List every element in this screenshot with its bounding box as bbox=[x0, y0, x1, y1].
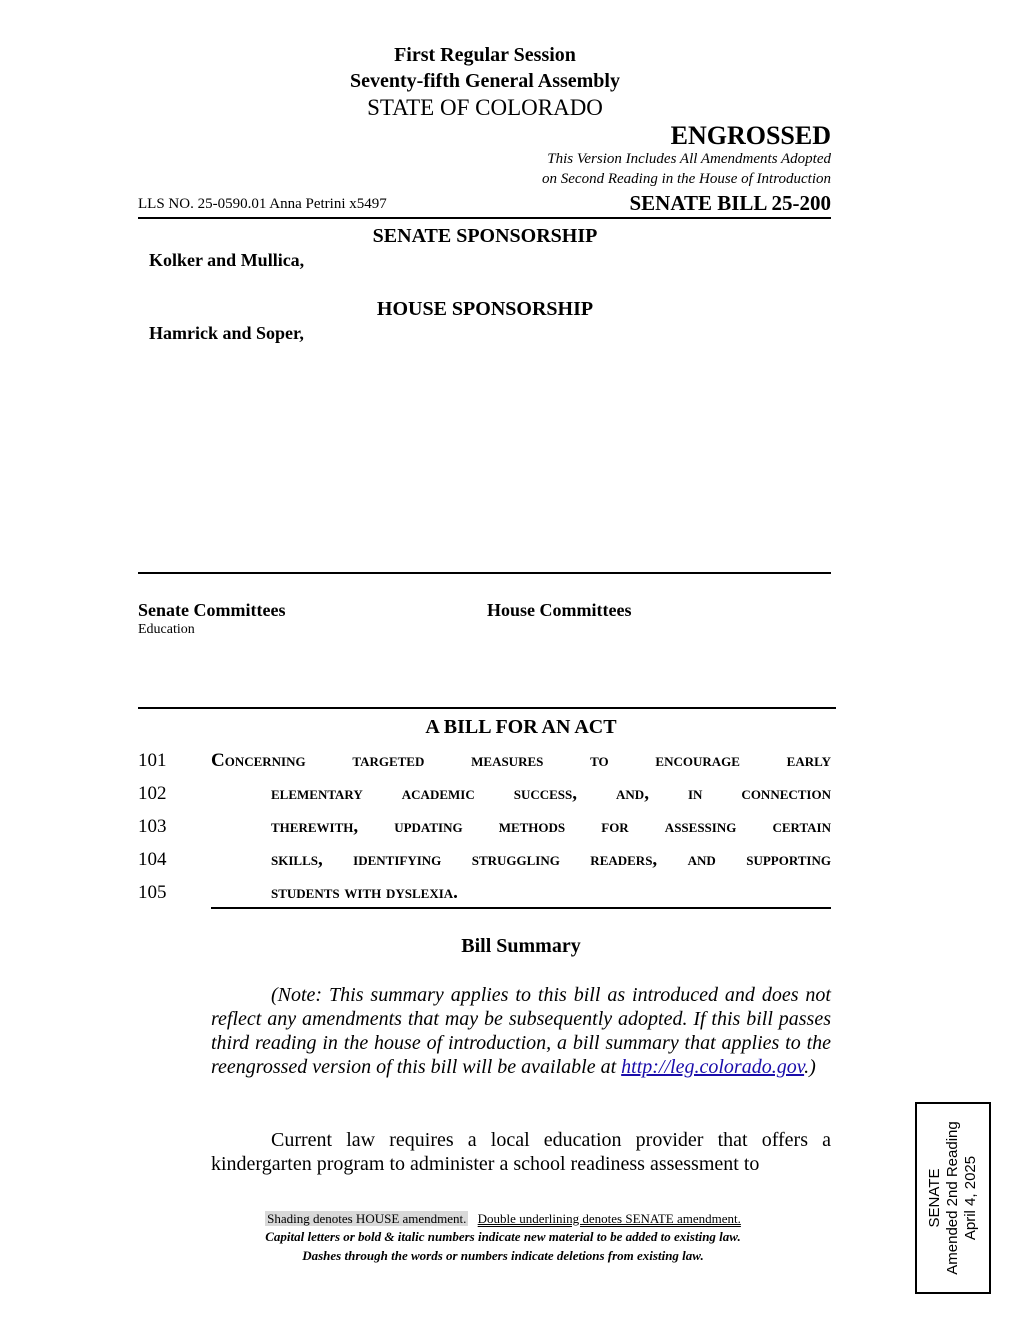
lls-number: LLS NO. 25-0590.01 Anna Petrini x5497 bbox=[138, 196, 387, 212]
house-committees-heading: House Committees bbox=[487, 600, 632, 620]
line-text: elementary academic success, and, in connection bbox=[271, 783, 831, 804]
stamp-line2: Amended 2nd Reading bbox=[944, 1121, 961, 1275]
act-heading: A BILL FOR AN ACT bbox=[425, 716, 617, 738]
assembly-title: Seventy-fifth General Assembly bbox=[350, 70, 620, 92]
amendment-stamp bbox=[915, 1102, 991, 1294]
line-text: students with dyslexia. bbox=[271, 882, 458, 903]
amendment-legend bbox=[0, 1211, 1015, 1227]
bill-line bbox=[0, 783, 1024, 813]
summary-link[interactable]: http://leg.colorado.gov bbox=[621, 1056, 805, 1078]
engrossed-note-line1: This Version Includes All Amendments Adopted bbox=[547, 151, 831, 167]
engrossed-label: ENGROSSED bbox=[670, 121, 831, 150]
line-number: 104 bbox=[138, 849, 167, 870]
capital-letters-note: Capital letters or bold & italic numbers indicate new material to be added to existing law. bbox=[265, 1229, 741, 1244]
house-sponsorship-heading: HOUSE SPONSORSHIP bbox=[376, 298, 594, 320]
summary-note-end: .) bbox=[804, 1056, 816, 1078]
line-number: 105 bbox=[138, 882, 167, 903]
dashes-note: Dashes through the words or numbers indicate deletions from existing law. bbox=[302, 1248, 704, 1263]
stamp-text bbox=[926, 1108, 980, 1288]
line-text: therewith, updating methods for assessing certain bbox=[271, 816, 831, 837]
house-shading-note: Shading denotes HOUSE amendment. bbox=[267, 1211, 467, 1226]
summary-body: Current law requires a local education provider that offers a kindergarten program to administer a school readiness assessment to bbox=[211, 1129, 831, 1175]
line-text: skills, identifying struggling readers, and supporting bbox=[271, 849, 831, 870]
header-rule bbox=[138, 217, 831, 219]
state-title: STATE OF COLORADO bbox=[367, 95, 603, 120]
line-number: 103 bbox=[138, 816, 167, 837]
summary-note-text: (Note: This summary applies to this bill as introduced and does not reflect any amendments that may be subsequently adopted. If this bill passes third reading in the house of introduction, a bill summary that applies to the reengrossed version of this bill will be available at bbox=[211, 984, 831, 1078]
act-bottom-rule bbox=[211, 907, 831, 909]
committees-bottom-rule bbox=[138, 707, 836, 709]
summary-heading: Bill Summary bbox=[461, 935, 581, 957]
senate-sponsorship-heading: SENATE SPONSORSHIP bbox=[372, 225, 598, 247]
line-number: 101 bbox=[138, 750, 167, 771]
stamp-line3: April 4, 2025 bbox=[962, 1155, 979, 1241]
committees-top-rule bbox=[138, 572, 831, 574]
senate-sponsors: Kolker and Mullica, bbox=[149, 250, 305, 270]
summary-note bbox=[211, 983, 831, 1079]
house-sponsors: Hamrick and Soper, bbox=[149, 323, 304, 343]
stamp-line1: SENATE bbox=[926, 1168, 943, 1228]
line-text: Concerning targeted measures to encourage early bbox=[211, 750, 831, 771]
engrossed-note-line2: on Second Reading in the House of Introduction bbox=[542, 171, 831, 187]
line-number: 102 bbox=[138, 783, 167, 804]
bill-id: SENATE BILL 25-200 bbox=[629, 191, 831, 215]
senate-committees-list: Education bbox=[138, 622, 195, 637]
bill-line bbox=[0, 750, 1024, 780]
session-title: First Regular Session bbox=[394, 44, 576, 66]
bill-line bbox=[0, 816, 1024, 846]
senate-underline-note: Double underlining denotes SENATE amendment. bbox=[477, 1211, 741, 1226]
senate-committees-heading: Senate Committees bbox=[138, 600, 286, 620]
bill-line bbox=[0, 849, 1024, 879]
